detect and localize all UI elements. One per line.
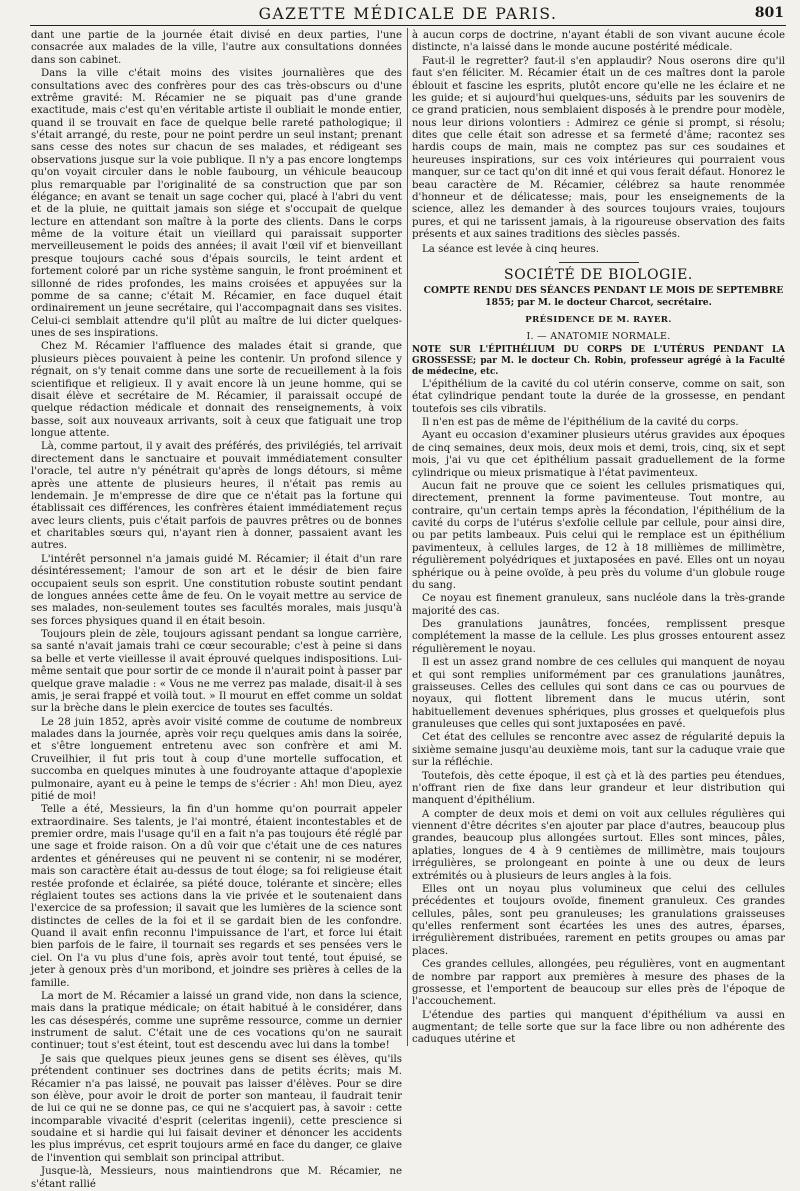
- paragraph: Chez M. Récamier l'affluence des malades était si grande, que plusieurs pièces pouvaient à peine les contenir. Un profond silence y régnait, on s'y tenait comme dans une sorte de recueillement à la fois scientifique et religieux. Il y avait encore là un jeune homme, qui se disait élève et secrétaire de M. Récamier, il paraissait occupé de quelque rédaction médicale et donnait des renseignements, à voix basse, soit aux nouveaux arrivants, soit à ceux que fatiguait une trop longue attente.: [31, 341, 402, 439]
- page-number: 801: [754, 5, 784, 21]
- paragraph: L'épithélium de la cavité du col utérin conserve, comme on sait, son état cylindrique pendant toute la durée de la grossesse, en pendant toutefois ses cils vibratils.: [412, 378, 785, 415]
- paragraph: Des granulations jaunâtres, foncées, remplissent presque complétement la masse de la cellule. Les plus grosses entourent assez régulièrement le noyau.: [412, 619, 785, 655]
- paragraph: Il est un assez grand nombre de ces cellules qui manquent de noyau et qui sont remplies uniformément par ces granulations jaunâtres, graisseuses. Celles des cellules qui sont dans ce cas ou pourvues de noyaux, qui flottent librement dans le mucus utérin, sont habituellement devenues sphériques, plus grosses et quelquefois plus granuleuses que celles qui sont juxtaposées en pavé.: [412, 657, 785, 730]
- paragraph: Jusque-là, Messieurs, nous maintiendrons que M. Récamier, ne s'étant rallié: [31, 1166, 402, 1190]
- paragraph: Là, comme partout, il y avait des préférés, des privilégiés, tel arrivait directement dans le sanctuaire et pouvait immédiatement consulter l'oracle, tel autre n'y pénétrait qu'après de longs détours, si même après une attente de plusieurs heures, il n'était pas remis au lendemain. Je m'empresse de dire que ce n'était pas la fortune qui établissait ces différences, les confrères étaient immédiatement reçus avec leurs clients, puis c'était parfois de pauvres prêtres ou de bonnes et charitables sœurs qui, n'ayant rien à donner, passaient avant les autres.: [31, 441, 402, 552]
- page-header: [30, 4, 786, 26]
- paragraph: Ce noyau est finement granuleux, sans nucléole dans la très-grande majorité des cas.: [412, 593, 785, 617]
- presidency-heading: PRÉSIDENCE DE M. RAYER.: [525, 315, 672, 326]
- paragraph: Cet état des cellules se rencontre avec assez de régularité depuis la sixième semaine jusqu'au deuxième mois, tant sur la caduque vraie que sur la réfléchie.: [412, 732, 785, 769]
- note-title: NOTE SUR L'ÉPITHÉLIUM DU CORPS DE L'UTÉRUS PENDANT LA GROSSESSE; par M. le docteur Ch. Robin, professeur agrégé à la Faculté de médecine, etc.: [412, 344, 785, 377]
- subsection-heading: I. — ANATOMIE NORMALE.: [526, 330, 671, 342]
- paragraph: Je sais que quelques pieux jeunes gens se disent ses élèves, qu'ils prétendent continuer ses doctrines dans de petits écrits; mais M. Récamier n'a pas laissé, ne pouvait pas laisser d'élèves. Pour se dire son élève, pour avoir le droit de porter son manteau, il faudrait tenir de lui ce qui ne se donne pas, ce qui ne s'acquiert pas, à savoir : cette incomparable vivacité d'esprit (celeritas ingenii), cette prescience si soudaine et si hardie qui lui faisait deviner et dénoncer les accidents les plus imprévus, cet esprit toujours armé en face du danger, ce glaive de l'invention qui semblait son principal attribut.: [31, 1053, 402, 1164]
- session-closing: La séance est levée à cinq heures.: [422, 244, 599, 256]
- paragraph: Le 28 juin 1852, après avoir visité comme de coutume de nombreux malades dans la journée, après voir reçu quelques amis dans la soirée, et s'être longuement entretenu avec son confrère et ami M. Cruveilhier, il fut pris tout à coup d'une mortelle suffocation, et succomba en quelques minutes à une foudroyante attaque d'apoplexie pulmonaire, ayant eu à peine le temps de s'écrier : Ah! mon Dieu, ayez pitié de moi!: [31, 716, 402, 802]
- paragraph: Ces grandes cellules, allongées, peu régulières, vont en augmentant de nombre par rapport aux premières à mesure des phases de la grossesse, et l'emportent de beaucoup sur elles près de l'époque de l'accouchement.: [412, 959, 785, 1008]
- paragraph: Elles ont un noyau plus volumineux que celui des cellules précédentes et toujours ovoïde, finement granuleux. Ces grandes cellules, pâles, sont peu granuleuses; les granulations graisseuses qu'elles renferment sont écartées les unes des autres, éparses, irrégulièrement distribuées, rarement en petits groupes ou amas par places.: [412, 883, 785, 957]
- paragraph: Ayant eu occasion d'examiner plusieurs utérus gravides aux époques de cinq semaines, deux mois, deux mois et demi, trois, cinq, six et sept mois, j'ai vu que cet épithélium passait graduellement de la forme cylindrique ou mieux prismatique à l'état pavimenteux.: [412, 430, 785, 479]
- paragraph: L'intérêt personnel n'a jamais guidé M. Récamier; il était d'un rare désintéressement; l'amour de son art et le désir de bien faire occupaient seuls son esprit. Une constitution robuste soutint pendant de longues années cette âme de feu. On le voyait mettre au service de ses malades, non-seulement toutes ses facultés morales, mais jusqu'à ses forces physiques quand il en était besoin.: [31, 553, 402, 627]
- section-title: SOCIÉTÉ DE BIOLOGIE.: [504, 266, 693, 283]
- paragraph: Aucun fait ne prouve que ce soient les cellules prismatiques qui, directement, prennent la forme pavimenteuse. Tout montre, au contraire, qu'un certain temps après la fécondation, l'épithélium de la cavité du corps de l'utérus s'exfolie cellule par cellule, pour ainsi dire, ou par petits lambeaux. Puis celui qui le remplace est un épithélium pavimenteux, à cellules larges, de 12 à 18 millièmes de millimètre, régulièrement polyédriques et juxtaposées en pavé. Elles ont un noyau sphérique ou à peine ovoïde, à peu près du volume d'un globule rouge du sang.: [412, 480, 785, 591]
- section-separator: [559, 262, 639, 263]
- report-title: COMPTE RENDU DES SÉANCES PENDANT LE MOIS DE SEPTEMBRE 1855; par M. le docteur Charcot, secrétaire.: [423, 285, 784, 309]
- paragraph: L'étendue des parties qui manquent d'épithélium va aussi en augmentant; de telle sorte que sur la face libre ou non adhérente des caduques utérine et: [412, 1009, 785, 1046]
- paragraph: dant une partie de la journée était divisé en deux parties, l'une consacrée aux malades de la ville, l'autre aux consultations données dans son cabinet.: [31, 30, 402, 66]
- paragraph: Telle a été, Messieurs, la fin d'un homme qu'on pourrait appeler extraordinaire. Ses talents, je l'ai montré, étaient incontestables et de premier ordre, mais l'usage qu'il en a fait n'a pas toujours été réglé par une sage et froide raison. On a dû voir que c'était une de ces natures ardentes et généreuses qui ne peuvent ni se contenir, ni se modérer, mais son caractère était au-dessus de tout éloge; sa foi religieuse était restée profonde et éclairée, sa piété douce, tolérante et sincère; elles réglaient toutes ses actions dans la vie privée et le soutenaient dans l'exercice de sa profession; il savait que les lumières de la science sont distinctes de celles de la foi et il se gardait bien de les confondre. Quand il avait enfin reconnu l'impuissance de l'art, et force lui était bien parfois de le faire, il tournait ses regards et ses pensées vers le ciel. On l'a vu plus d'une fois, après avoir tout tenté, tout épuisé, se jeter à genoux près d'un moribond, et joindre ses prières à celles de la famille.: [31, 804, 402, 989]
- column-divider: [407, 28, 408, 1046]
- right-column: [412, 30, 785, 1046]
- paragraph: Faut-il le regretter? faut-il s'en applaudir? Nous oserons dire qu'il faut s'en féliciter. M. Récamier était un de ces maîtres dont la parole éblouit et fascine les esprits, plutôt encore qu'elle ne les éclaire et ne les guide; et si aujourd'hui quelques-uns, séduits par les souvenirs de ce grand praticien, nous semblaient disposés à le prendre pour modèle, nous leur dirions volontiers : Admirez ce génie si prompt, si résolu; dites que celle était son adresse et sa fermeté d'âme; racontez ses hardis coups de main, mais ne comptez pas sur ces soudaines et heureuses inspirations, sur ces voix intérieures qui pourraient vous manquer, sur ce tact qu'on dit inné et qui vous ferait défaut. Honorez le beau caractère de M. Récamier, célébrez sa haute renommée d'honneur et de délicatesse; mais, pour les enseignements de la science, allez les demander à des sources toujours vraies, toujours pures, et qui ne tarissent jamais, à la rigoureuse observation des faits présents et aux saines traditions des siècles passés.: [412, 55, 785, 240]
- journal-title: GAZETTE MÉDICALE DE PARIS.: [258, 5, 558, 23]
- paragraph: à aucun corps de doctrine, n'ayant établi de son vivant aucune école distincte, n'a laissé dans le monde aucune postérité médicale.: [412, 30, 785, 54]
- paragraph: La mort de M. Récamier a laissé un grand vide, non dans la science, mais dans la pratique médicale; on était habitué à le considérer, dans les cas désespérés, comme une suprême ressource, comme un dernier instrument de salut. C'était une de ces vocations qu'on ne saurait continuer; tout s'est éteint, tout est descendu avec lui dans la tombe!: [31, 990, 402, 1052]
- paragraph: Il n'en est pas de même de l'épithélium de la cavité du corps.: [422, 417, 739, 428]
- paragraph: Dans la ville c'était moins des visites journalières que des consultations avec des confrères pour des cas très-obscurs ou d'une extrême gravité: M. Récamier ne se piquait pas d'une grande exactitude, mais c'est qu'en véritable artiste il oubliait le monde entier, quand il se trouvait en face de quelque belle rareté pathologique; il s'était arrangé, du reste, pour ne point perdre un seul instant; prenant sans cesse des notes sur chacun de ses malades, et rédigeant ses observations jusque sur la voie publique. Il n'y a pas encore longtemps qu'on voyait circuler dans le noble faubourg, un véhicule beaucoup plus remarquable par l'originalité de sa construction que par son élégance; en avant se tenait un sage cocher qui, placé à l'abri du vent et de la pluie, ne quittait jamais son siége et s'occupait de quelque lecture en attendant son maître à la porte des clients. Dans le corps même de la voiture était un vieillard qui paraissait supporter merveilleusement le poids des années; il avait l'œil vif et bienveillant presque toujours caché sous d'épais sourcils, le teint ardent et fortement coloré par un riche système sanguin, le front proéminent et sillonné de rides profondes, les mains croisées et appuyées sur la pomme de sa canne; c'était M. Récamier, en face duquel était ordinairement un jeune secrétaire, qui l'accompagnait dans ses visites. Celui-ci semblait attendre qu'il plût au maître de lui dicter quelques-unes de ses inspirations.: [31, 68, 402, 339]
- paragraph: A compter de deux mois et demi on voit aux cellules régulières qui viennent d'être décrites s'en ajouter par place d'autres, beaucoup plus grandes, beaucoup plus allongées surtout. Elles sont minces, pâles, aplaties, longues de 4 à 9 centièmes de millimètre, mais toujours irrégulières, se prolongeant en pointe à une ou deux de leurs extrémités ou à plusieurs de leurs angles à la fois.: [412, 808, 785, 882]
- paragraph: Toutefois, dès cette époque, il est çà et là des parties peu étendues, n'offrant rien de fixe dans leur grandeur et leur distribution qui manquent d'épithélium.: [412, 770, 785, 807]
- left-column: [31, 30, 402, 1190]
- paragraph: Toujours plein de zèle, toujours agissant pendant sa longue carrière, sa santé n'avait jamais trahi ce cœur secourable; c'est à peine si dans sa belle et verte vieillesse il avait éprouvé quelques indispositions. Lui-même sentait que pour sortir de ce monde il n'aurait point à passer par quelque grave maladie : « Vous ne me verrez pas malade, disait-il à ses amis, je serai frappé et voilà tout. » Il mourut en effet comme un soldat sur la brèche dans le plein exercice de toutes ses facultés.: [31, 629, 402, 715]
